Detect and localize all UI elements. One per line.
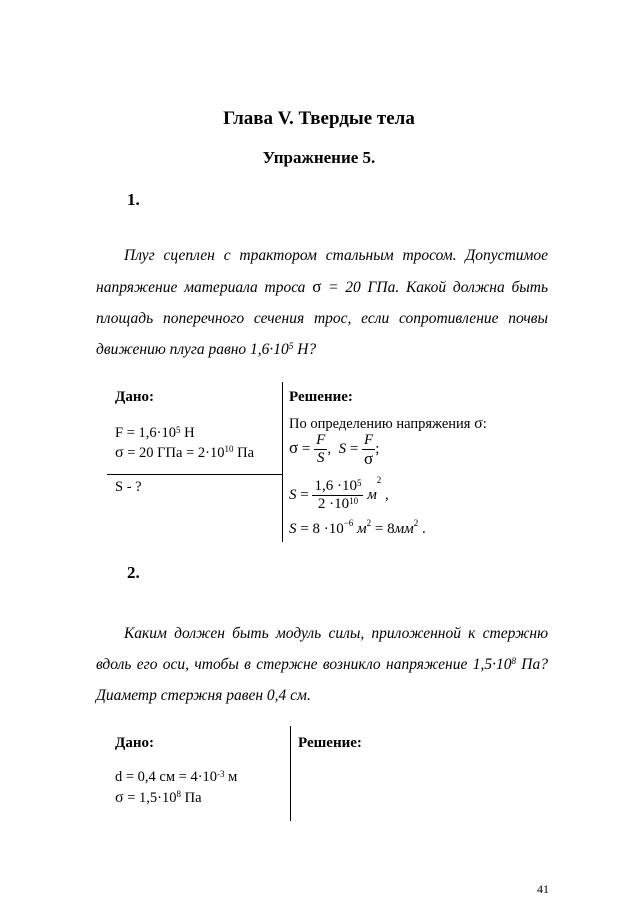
given-label-2: Дано: <box>115 735 154 751</box>
given-1-line-2: σ = 20 ГПа = $2\cdot 10^{10}$ Па <box>115 444 255 461</box>
given-1-line-1: $F = 1,6\cdot 10^5$ Н <box>115 425 195 441</box>
solution-label-2: Решение: <box>298 735 362 751</box>
solution-1-formula-1: σ = $\frac{F}{S}$ , S = $\frac{F}{\sigma}$ ; <box>289 432 380 468</box>
find-1: S - ? <box>115 479 142 495</box>
problem-2-text: Каким должен быть модуль силы, приложенной к стержню вдоль его оси, чтобы в стержне возникло напряжение $1,5\cdot 10^8$ Па? Диаметр стержня равен 0,4 см. <box>96 625 548 704</box>
exercise-title: Упражнение 5. <box>262 148 376 167</box>
problem-2-number: 2. <box>127 563 140 582</box>
solution-label-1: Решение: <box>289 389 353 405</box>
solution-1-intro: По определению напряжения σ: <box>289 415 487 432</box>
page-number: 41 <box>537 882 549 896</box>
chapter-title: Глава V. Твердые тела <box>223 108 415 129</box>
solution-1-formula-3: $S = 8 \cdot 10^{-6}$ $м^2 = 8мм^2$ . <box>289 518 426 537</box>
given-2-line-2: $\sigma = 1,5\cdot 10^8$ Па <box>115 789 202 806</box>
problem-1-number: 1. <box>127 190 140 209</box>
problem-1-text: Плуг сцеплен с трактором стальным тросом. Допустимое напряжение материала троса σ = 20 ГПа. Какой должна быть площадь поперечного сечения трос, если сопротивление почвы движению плуга равно $1,6\cdot 10^5$ Н? <box>96 247 548 358</box>
given-divider-2 <box>290 726 291 821</box>
given-label-1: Дано: <box>115 389 154 405</box>
given-2-line-1: d = 0,4 см = $4\cdot 10^{-3}$ м <box>115 769 238 785</box>
solution-1-formula-2: S = $\frac{1,6 \cdot 10^5}{2 \cdot 10^{10}}$ $м^2$ , <box>289 475 389 512</box>
find-divider-1 <box>107 474 282 475</box>
given-divider-1 <box>282 382 283 542</box>
